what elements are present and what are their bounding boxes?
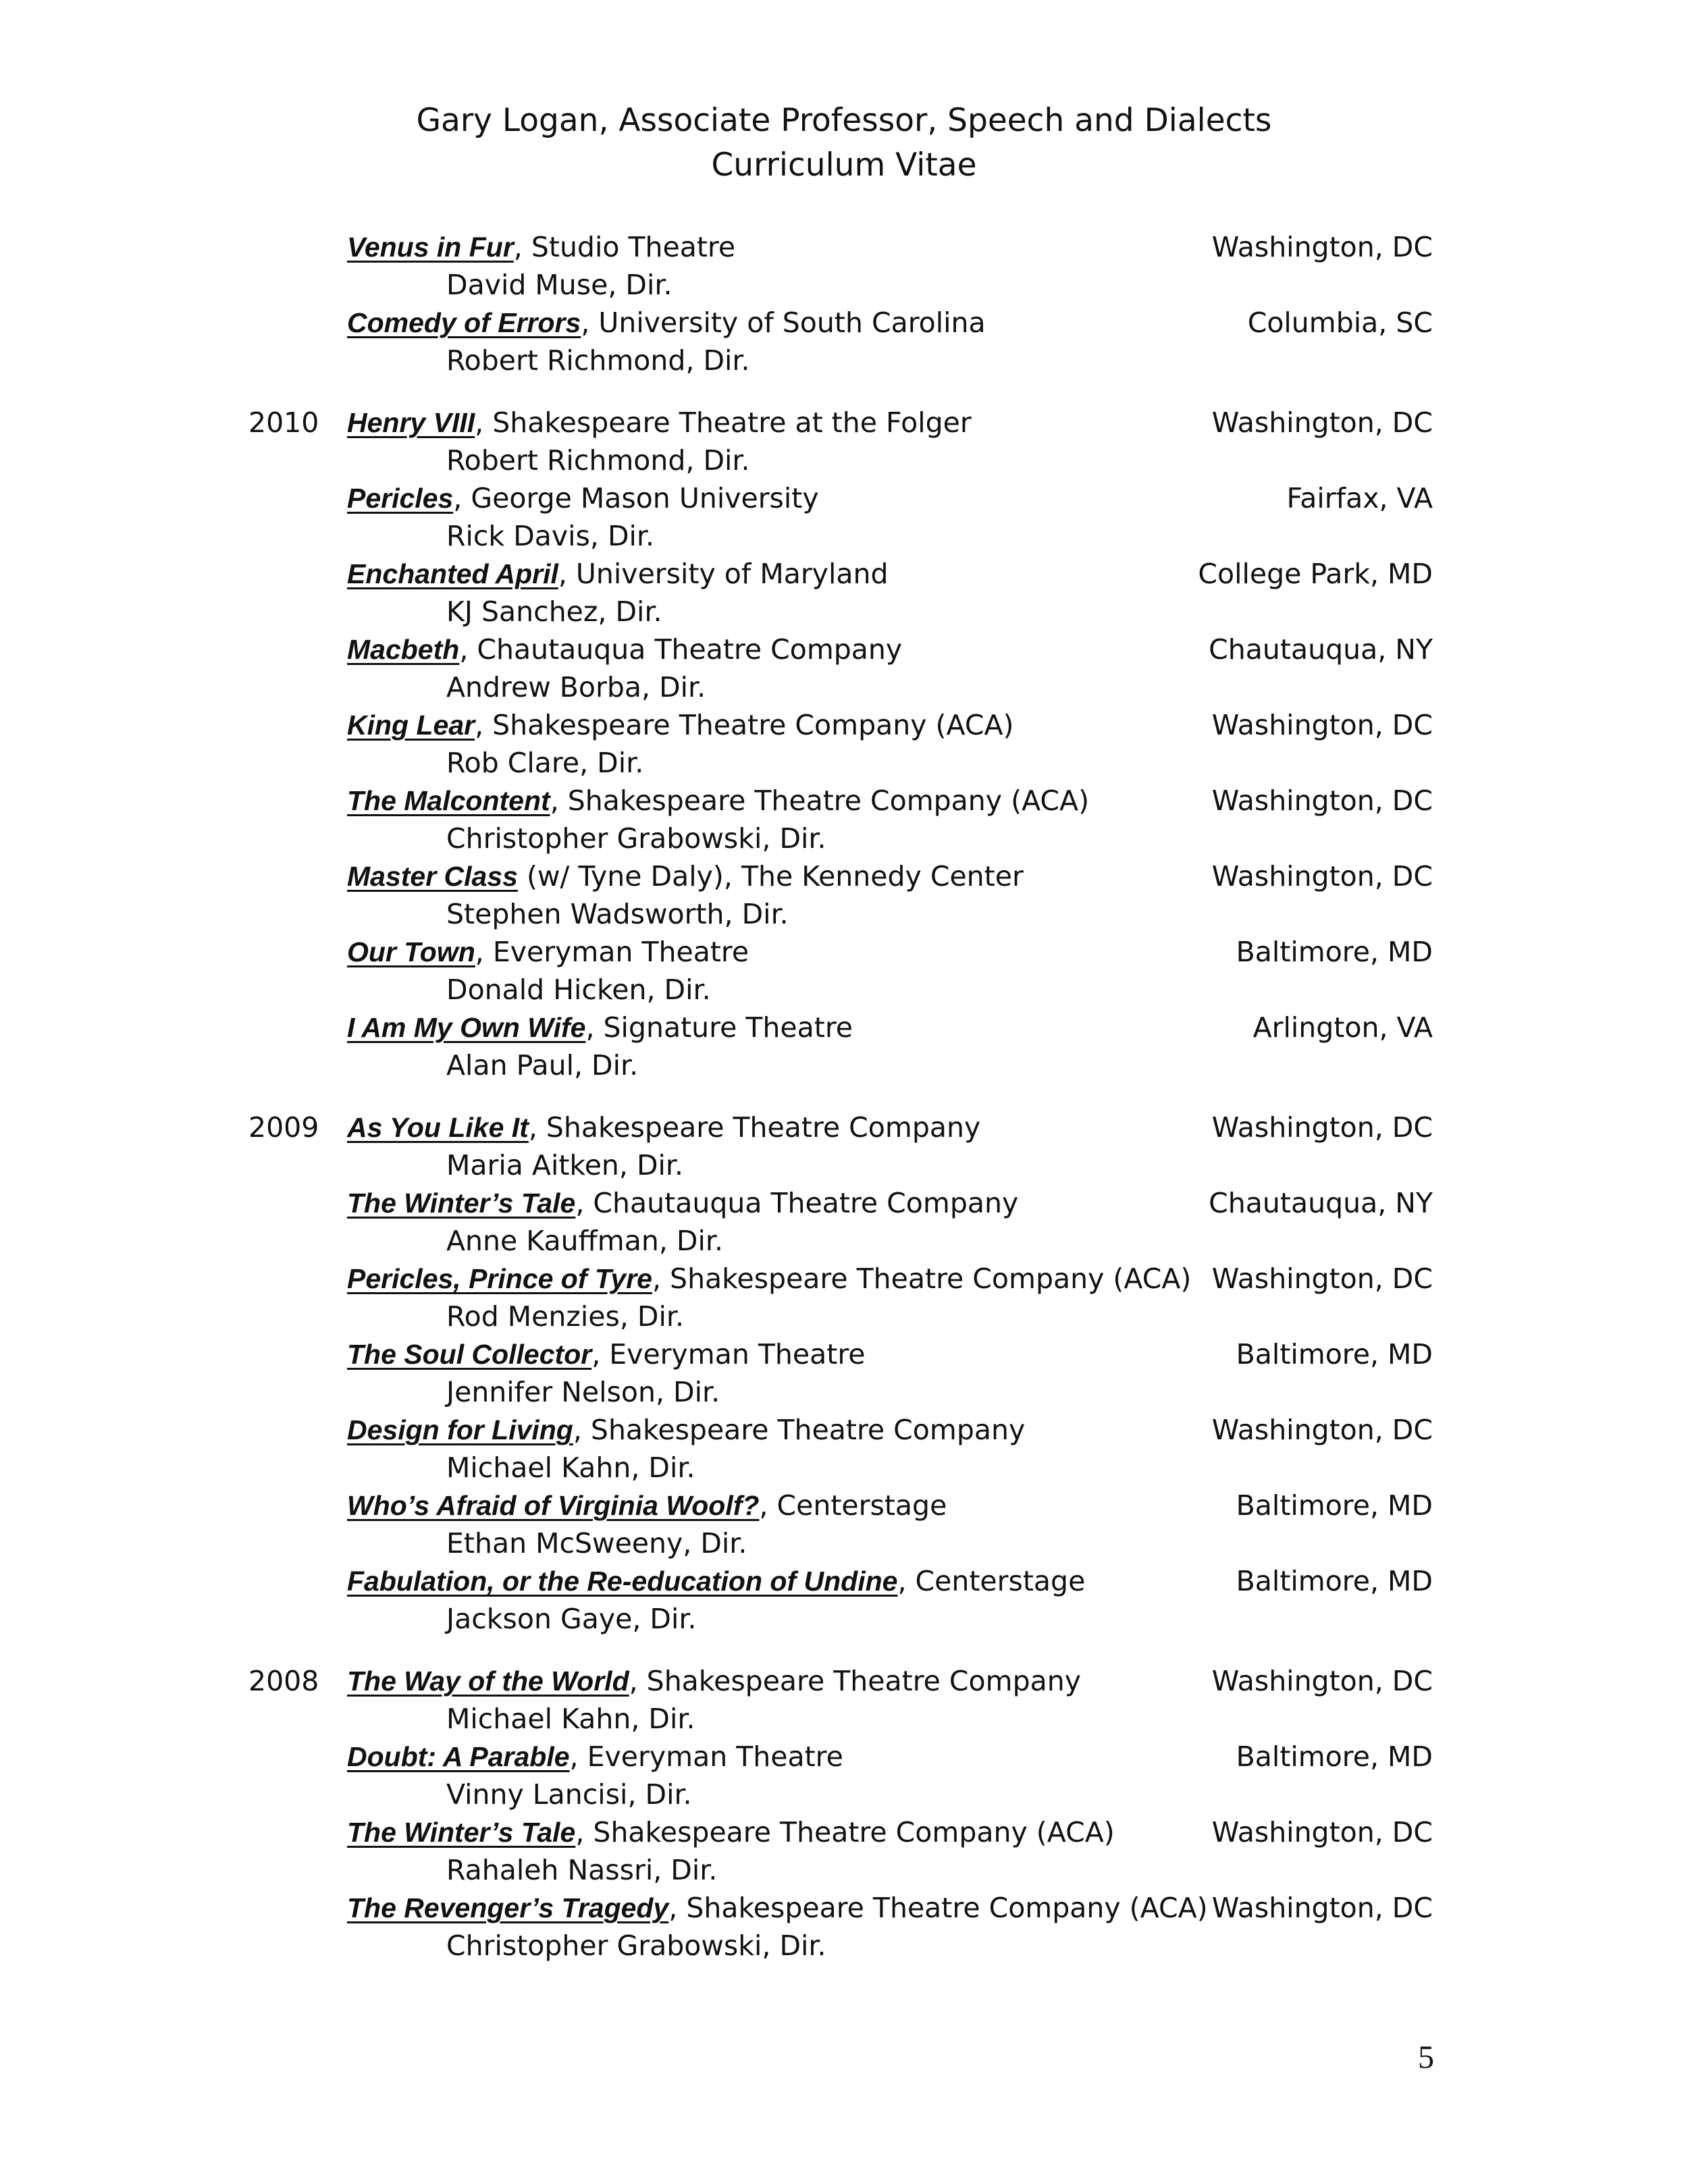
production-venue: , George Mason University: [453, 482, 819, 514]
production-line: [347, 1184, 1018, 1222]
production-row: [0, 555, 1688, 593]
production-title: As You Like It: [347, 1112, 529, 1143]
year-group: [0, 228, 1688, 379]
production-row: [0, 933, 1688, 971]
production-location: Arlington, VA: [1252, 1011, 1433, 1044]
production-title: Fabulation, or the Re-education of Undine: [347, 1566, 898, 1597]
production-venue: , Centerstage: [897, 1565, 1086, 1597]
production-line: [347, 1260, 1191, 1298]
production-location: Baltimore, MD: [1236, 1338, 1433, 1370]
production-line: [347, 479, 819, 517]
production-venue: , Centerstage: [759, 1489, 947, 1522]
production-line: [347, 1738, 843, 1776]
production-title: Pericles: [347, 483, 454, 514]
director-name: Christopher Grabowski, Dir.: [446, 822, 826, 855]
director-name: Vinny Lancisi, Dir.: [446, 1778, 692, 1811]
director-name: Robert Richmond, Dir.: [446, 444, 750, 477]
production-line: [347, 782, 1089, 820]
director-name: Donald Hicken, Dir.: [446, 974, 711, 1006]
production-row: [0, 857, 1688, 895]
production-location: Washington, DC: [1211, 860, 1433, 893]
production-title: I Am My Own Wife: [347, 1012, 586, 1043]
director-name: Alan Paul, Dir.: [446, 1049, 639, 1082]
director-name: Rick Davis, Dir.: [446, 520, 655, 552]
production-location: Washington, DC: [1211, 1262, 1433, 1295]
header-title: Gary Logan, Associate Professor, Speech and Dialects: [416, 102, 1272, 139]
director-row: [0, 895, 1688, 933]
production-venue: , Everyman Theatre: [591, 1338, 866, 1370]
production-venue: , Shakespeare Theatre Company: [573, 1414, 1026, 1446]
production-title: Design for Living: [347, 1414, 573, 1445]
director-row: [0, 1927, 1688, 1965]
production-title: Henry VIII: [347, 407, 475, 438]
director-row: [0, 593, 1688, 631]
production-location: Washington, DC: [1211, 1816, 1433, 1848]
production-venue: , Shakespeare Theatre Company: [528, 1111, 981, 1144]
director-name: Ethan McSweeny, Dir.: [446, 1527, 747, 1560]
production-row: [0, 1813, 1688, 1851]
production-row: [0, 1109, 1688, 1146]
production-line: [347, 933, 749, 971]
production-line: [347, 555, 888, 593]
production-line: [347, 1009, 853, 1046]
year-label: 2008: [248, 1665, 319, 1697]
production-title: Macbeth: [347, 634, 460, 665]
production-line: [347, 1109, 980, 1146]
production-title: The Soul Collector: [347, 1339, 592, 1370]
director-row: [0, 668, 1688, 706]
production-title: The Way of the World: [347, 1666, 629, 1697]
production-row: [0, 1889, 1688, 1927]
document-header: [0, 99, 1688, 188]
production-title: The Winter’s Tale: [347, 1817, 576, 1848]
production-line: [347, 1889, 1208, 1927]
production-venue: , Chautauqua Theatre Company: [459, 633, 903, 666]
director-name: Rod Menzies, Dir.: [446, 1300, 685, 1333]
director-name: Maria Aitken, Dir.: [446, 1149, 684, 1181]
production-title: The Revenger’s Tragedy: [347, 1892, 669, 1923]
director-name: Stephen Wadsworth, Dir.: [446, 898, 789, 930]
director-row: [0, 442, 1688, 479]
director-row: [0, 517, 1688, 555]
director-name: Anne Kauffman, Dir.: [446, 1225, 723, 1257]
director-name: KJ Sanchez, Dir.: [446, 595, 662, 628]
production-row: [0, 1335, 1688, 1373]
production-title: The Winter’s Tale: [347, 1188, 576, 1219]
production-row: [0, 706, 1688, 744]
production-venue: , Studio Theatre: [513, 231, 736, 263]
production-title: Our Town: [347, 936, 475, 967]
director-row: [0, 1222, 1688, 1260]
year-label: 2009: [248, 1111, 319, 1144]
production-location: College Park, MD: [1198, 558, 1433, 590]
director-row: [0, 342, 1688, 379]
director-row: [0, 1373, 1688, 1411]
production-location: Baltimore, MD: [1236, 1565, 1433, 1597]
production-line: [347, 404, 972, 442]
director-row: [0, 971, 1688, 1009]
production-venue: (w/ Tyne Daly), The Kennedy Center: [517, 860, 1024, 893]
production-venue: , Shakespeare Theatre Company (ACA): [475, 709, 1014, 741]
production-location: Washington, DC: [1211, 709, 1433, 741]
production-venue: , Shakespeare Theatre Company (ACA): [550, 784, 1090, 817]
production-location: Baltimore, MD: [1236, 1489, 1433, 1522]
director-row: [0, 1146, 1688, 1184]
director-name: Michael Kahn, Dir.: [446, 1451, 695, 1484]
director-name: Robert Richmond, Dir.: [446, 344, 750, 377]
production-location: Washington, DC: [1211, 784, 1433, 817]
production-title: Master Class: [347, 861, 518, 892]
production-line: [347, 304, 986, 342]
production-venue: , Everyman Theatre: [475, 936, 749, 968]
production-venue: , University of South Carolina: [581, 307, 986, 339]
production-line: [347, 1335, 866, 1373]
director-row: [0, 266, 1688, 304]
director-name: Christopher Grabowski, Dir.: [446, 1929, 826, 1962]
production-title: King Lear: [347, 710, 475, 741]
production-venue: , Shakespeare Theatre at the Folger: [475, 406, 972, 439]
production-line: [347, 706, 1014, 744]
production-row: [0, 1662, 1688, 1700]
production-row: [0, 1009, 1688, 1046]
director-name: Jackson Gaye, Dir.: [446, 1603, 697, 1635]
director-name: Andrew Borba, Dir.: [446, 671, 706, 703]
director-row: [0, 1449, 1688, 1487]
production-title: The Malcontent: [347, 785, 550, 816]
production-row: [0, 1487, 1688, 1524]
director-name: David Muse, Dir.: [446, 269, 672, 301]
production-row: [0, 1260, 1688, 1298]
production-location: Columbia, SC: [1247, 307, 1433, 339]
production-row: [0, 479, 1688, 517]
production-line: [347, 1411, 1025, 1449]
production-row: [0, 304, 1688, 342]
director-row: [0, 1046, 1688, 1084]
production-venue: , Chautauqua Theatre Company: [575, 1187, 1019, 1219]
director-row: [0, 1776, 1688, 1813]
production-venue: , Shakespeare Theatre Company (ACA): [652, 1262, 1192, 1295]
year-group: [0, 1109, 1688, 1638]
production-venue: , University of Maryland: [558, 558, 889, 590]
production-line: [347, 857, 1024, 895]
production-row: [0, 228, 1688, 266]
production-venue: , Everyman Theatre: [569, 1740, 843, 1773]
director-name: Rahaleh Nassri, Dir.: [446, 1854, 718, 1886]
cv-entries: [0, 228, 1688, 1965]
production-location: Fairfax, VA: [1286, 482, 1433, 514]
production-location: Washington, DC: [1211, 1665, 1433, 1697]
production-title: Doubt: A Parable: [347, 1741, 570, 1772]
production-line: [347, 228, 735, 266]
director-row: [0, 820, 1688, 857]
production-row: [0, 1184, 1688, 1222]
production-line: [347, 1662, 1081, 1700]
production-location: Washington, DC: [1211, 231, 1433, 263]
year-group: [0, 404, 1688, 1084]
production-row: [0, 631, 1688, 668]
production-line: [347, 1562, 1085, 1600]
director-row: [0, 1600, 1688, 1638]
production-title: Pericles, Prince of Tyre: [347, 1263, 652, 1294]
production-title: Comedy of Errors: [347, 307, 581, 338]
production-line: [347, 631, 902, 668]
production-location: Baltimore, MD: [1236, 936, 1433, 968]
director-name: Michael Kahn, Dir.: [446, 1703, 695, 1735]
production-venue: , Shakespeare Theatre Company (ACA): [575, 1816, 1115, 1848]
year-label: 2010: [248, 406, 319, 439]
production-row: [0, 404, 1688, 442]
production-location: Chautauqua, NY: [1209, 633, 1433, 666]
production-title: Venus in Fur: [347, 232, 514, 263]
production-row: [0, 1738, 1688, 1776]
production-location: Washington, DC: [1211, 1414, 1433, 1446]
production-location: Chautauqua, NY: [1209, 1187, 1433, 1219]
header-subtitle: Curriculum Vitae: [711, 147, 977, 184]
production-location: Washington, DC: [1211, 1892, 1433, 1924]
director-row: [0, 1298, 1688, 1335]
director-name: Rob Clare, Dir.: [446, 747, 644, 779]
production-title: Who’s Afraid of Virginia Woolf?: [347, 1490, 760, 1521]
production-row: [0, 1411, 1688, 1449]
production-venue: , Shakespeare Theatre Company (ACA): [668, 1892, 1208, 1924]
production-venue: , Signature Theatre: [585, 1011, 853, 1044]
director-row: [0, 1851, 1688, 1889]
production-line: [347, 1813, 1115, 1851]
production-venue: , Shakespeare Theatre Company: [629, 1665, 1081, 1697]
page-number: 5: [1418, 2040, 1434, 2075]
production-title: Enchanted April: [347, 558, 558, 589]
year-group: [0, 1662, 1688, 1965]
production-location: Baltimore, MD: [1236, 1740, 1433, 1773]
director-row: [0, 744, 1688, 782]
production-row: [0, 1562, 1688, 1600]
director-row: [0, 1524, 1688, 1562]
production-location: Washington, DC: [1211, 1111, 1433, 1144]
director-name: Jennifer Nelson, Dir.: [446, 1376, 720, 1408]
production-row: [0, 782, 1688, 820]
production-line: [347, 1487, 947, 1524]
director-row: [0, 1700, 1688, 1738]
production-location: Washington, DC: [1211, 406, 1433, 439]
